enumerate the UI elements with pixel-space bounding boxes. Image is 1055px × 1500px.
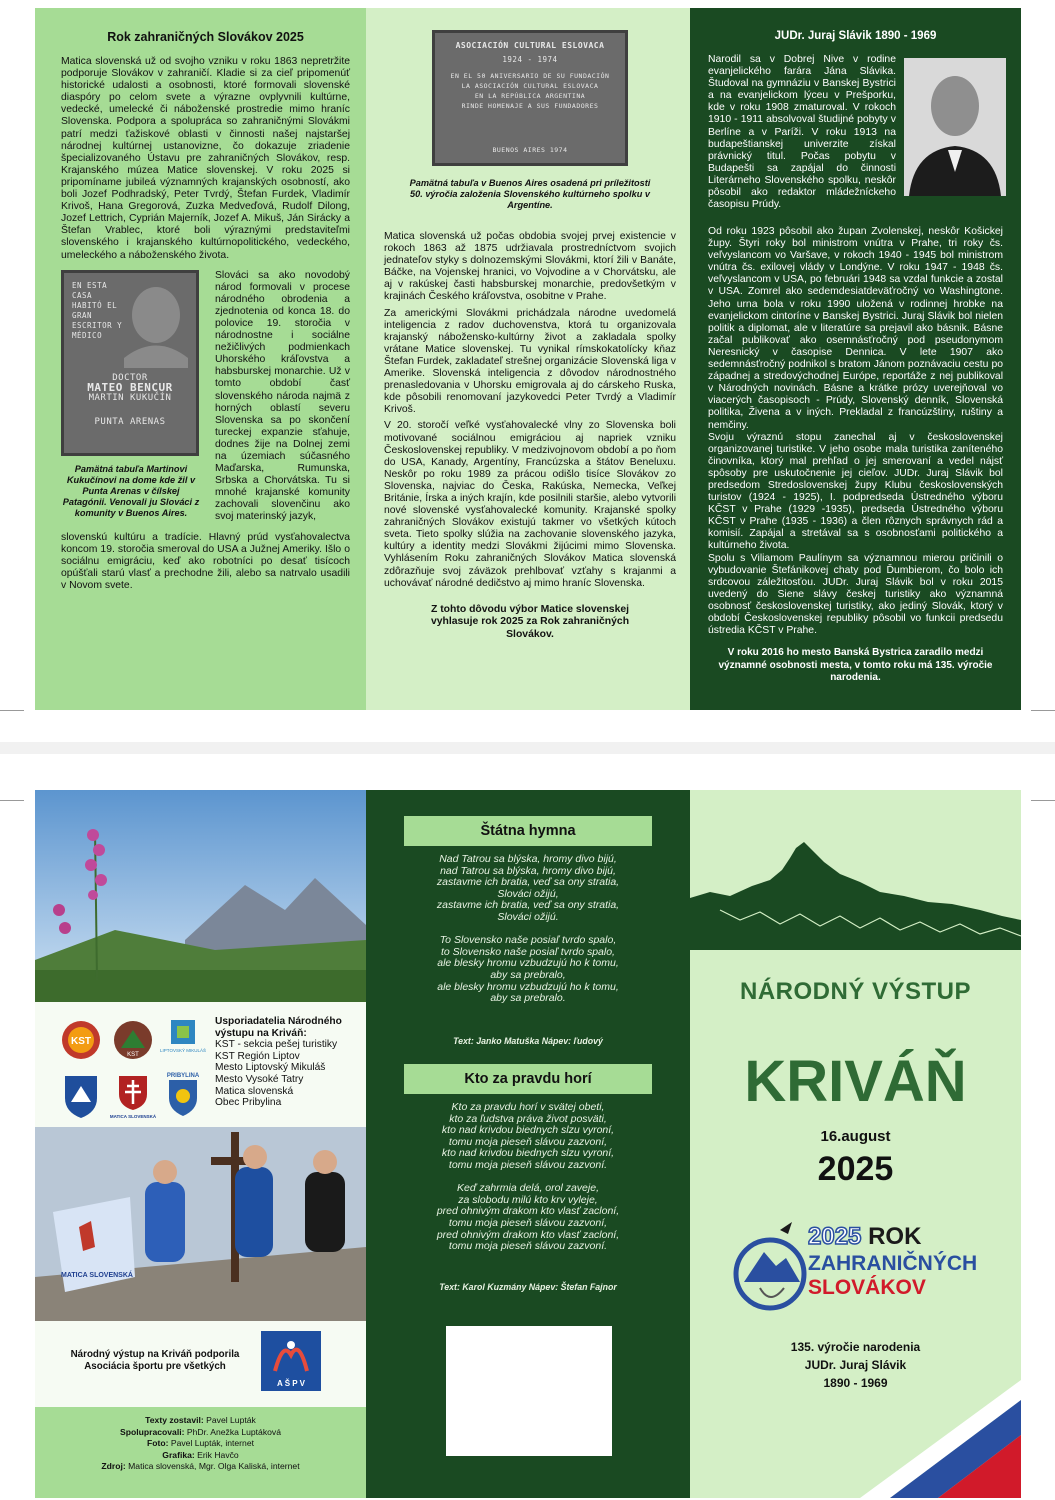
liptovsky-mikulas-logo [160,1020,206,1060]
side-text: Slováci sa ako novodobý národ formovali v procese národného obrodenia a zjednotenia od konca 18. do polovice 19. storočia v národnostne i sociálne nežičlivých podmienkach Uhorského kráľovstva a habsburskej monarchie. Už v tomto období časť slovenského národa najmä z horných oblastí severu Slovenska sa po skončení tureckej expanzie sťahuje, dodnes žije na Dolnej zemi na územiach súčasného Maďarska, Rumunska, Srbska a Chorvátska. Tu si mnohé krajanské komunity zachovali slovenčinu ako svoj materinský jazyk, [215,269,350,523]
paragraph: V 20. storočí veľké vysťahovalecké vlny zo Slovenska boli motivované sociálnou emigráciou aj napriek vzniku Československej republiky. V medzivojnovom období a po ňom do USA, Kanady, Argentíny, Francúzska a štátov Beneluxu. Neskôr po roku 1989 za prácou odišlo tisíce Slovákov zo Slovenska, najviac do Česka, Rakúska, Nemecka, Veľkej Británie, Írska a iných krajín, kde posilnili staršie, alebo vytvorili nové slovenské vysťahovalecké komunity. Krajanské spolky zahraničných Slovákov existujú takmer vo všetkých kútoch sveta. Tieto spolky slúžia na zachovanie slovenského jazyka, kultúry a identity medzi Slovákmi žijúcimi mimo Slovenska. Vyhlásením Roku zahraničných Slovákov Matica slovenská zdôrazňuje svoj záväzok prehlbovať vzťahy s krajanmi a uchovávať národné dedičstvo aj mimo hraníc Slovenska. [384,420,676,589]
mountain-landscape-photo [35,790,366,1002]
lyric-line: ale blesky hromu vzbudzujú ho k tomu, [437,957,619,970]
credit-value: Erik Havčo [197,1449,239,1460]
lyric-line: tomu moja pieseň slávou zazvoní. [448,1240,608,1253]
cut-mark [1031,710,1055,711]
lyric-line: aby sa prebralo. [490,992,566,1005]
panel-organizers [35,790,366,1498]
anthem-credit: Text: Janko Matuška Nápev: ľudový [453,1036,603,1046]
credit-value: Pavel Lupták [206,1415,256,1425]
bottom-text: slovenskú kultúru a tradície. Hlavný prúd vysťahovalectva koncom 19. storočia smeroval do USA a Južnej Ameriky. Išlo o sociálnu emigráciu, keď ako robotníci po desať tisícoch opúšťali starú vlasť a prechodne žili, alebo sa natrvalo usadili v Novom svete. [61,531,350,591]
slavik-portrait-photo [904,58,1006,196]
credit-line [35,1461,366,1473]
buenos-aires-plaque-photo [432,30,628,166]
credit-line [35,1438,366,1450]
plaque-line: PUNTA ARENAS [94,416,166,427]
plaque-line: MARTIN KUKUČÍN [88,392,172,403]
credit-label: Texty zostavil: [145,1415,204,1425]
lyric-line: za slobodu milú kto krv vyleje, [458,1193,598,1206]
credit-label: Zdroj: [101,1461,126,1472]
plaque-line: ASOCIACIÓN CULTURAL ESLOVACA [455,41,605,50]
kst-region-liptov-logo [113,1020,153,1060]
logo-label: KST [127,1052,139,1058]
plaque-line: EN ESTA CASA [72,280,108,300]
blank-stamp-box [446,1326,612,1456]
logo-line3: SLOVÁKOV [808,1276,926,1299]
plaque-line: EN EL 50 ANIVERSARIO DE SU FUNDACIÓN [450,72,610,80]
logo-year: 2025 [808,1223,862,1250]
plaque-section [61,270,350,532]
support-box [35,1321,366,1407]
anniversary-line: JUDr. Juraj Slávik [804,1358,907,1372]
plaque-line: MATEO BENCUR [87,380,173,394]
paragraph: Od roku 1923 pôsobil ako župan Zvolenskej, neskôr Košickej župy. Štyri roky bol ministrom vnútra v Prahe, tri roky čs. veľvyslancom vo Varšave, v rokoch 1940 - 1945 bol ministrom vnútra čs. exilovej vlády v Londýne. V roku 1947 - 1948 čs. veľvyslancom v USA, po februári 1948 sa vzdal funkcie a zostal v USA. Zomrel ako sedemdesiatdeväťročný vo Washingtone. Jeho urna bola v roku 1990 uložená v rodinnej hrobke na evanjelickom cintoríne v Banskej Bystrici. Juraj Slávik bol nielen politik a diplomat, ale v literatúre sa prejavil ako básnik. Básne začal publikovať ako osemnásťročný pod pseudonymom Neresnický v časopise Dennica. V lete 1907 ako sedemnásťročný podnikol s bratom Jánom poznávaciu cestu po západnej a stredovýchodnej Európe, reportáže z nej publikoval v Národných novinách. Básne a krátke prózy uverejňoval vo viacerých časopisoch - Prúdy, Slovenský denník, Slovenská politika, Živena a v iných. Prekladal z francúzštiny, ruštiny a nemčiny. [708,226,1003,431]
song-credit: Text: Karol Kuzmány Nápev: Štefan Fajnor [439,1282,617,1292]
lyric-line: Slováci ožijú, [497,887,559,900]
lyric-line: zastavme ich bratia, veď sa ony stratia, [436,876,620,889]
event-title: NÁRODNÝ VÝSTUP [739,978,972,1005]
tricolor-corner-icon [690,790,1021,1498]
summit-scene-icon [35,1127,366,1321]
closing-statement: Z tohto dôvodu výbor Matice slovenskej vyhlasuje rok 2025 za Rok zahraničných Slovákov. [430,603,630,640]
panel-title: Rok zahraničných Slovákov 2025 [107,30,304,44]
lyric-line: tomu moja pieseň slávou zazvoní, [448,1135,608,1148]
cut-mark [1031,800,1055,801]
plaque-line: ESCRITOR Y MÉDICO [72,320,123,340]
credit-value: PhDr. Anežka Luptáková [186,1426,281,1437]
logo-label: LIPTOVSKÝ MIKULÁŠ [160,1048,206,1053]
lyric-line: pred ohnivým drakom kto vlasť zacloní, [436,1228,620,1241]
kst-logo [61,1020,101,1060]
logo-rok: ROK [868,1223,922,1250]
lyric-line: kto za ľudstva práva život posväti, [449,1112,607,1125]
anthem-lyrics [386,854,670,1005]
credit-value: Matica slovenská, Mgr. Olga Kaliská, internet [128,1461,300,1472]
buenos-aires-plaque-caption: Pamätná tabuľa v Buenos Aires osadená pri príležitosti 50. výročia založenia Slovenského kultúrneho spolku v Argentíne. [409,178,651,210]
event-year: 2025 [817,1150,894,1188]
paragraph: Za americkými Slovákmi prichádzala národne uvedomelá inteligencia z radov duchovenstva, ktorá tu organizovala krajanský nábožensko-kultúrny život a zakladala spolky vrátane Matice slovenskej. Tu vynikal rímskokatolícky kňaz Štefan Furdek, zakladateľ strešnej organizácie Slovenská liga v Amerike. Slovenská inteligencia z dôvodov národnostného prenasledovania v Uhorsku emigrovala aj do cárskeho Ruska, kde pôsobili renomovaní jazykovedci Peter Tvrdý a Vladimír Krivoš. [384,307,676,416]
lyric-line: Kto za pravdu horí v svätej obeti, [451,1101,605,1113]
song-title: Kto za pravdu horí [404,1064,652,1094]
plaque-line: 1924 - 1974 [502,55,558,64]
pribylina-logo [163,1070,203,1110]
lyric-line: to Slovensko naše posiaľ tvrdo spalo, [441,945,615,958]
event-date: 16.august [820,1128,891,1145]
paragraph: Matica slovenská už počas obdobia svojej prvej existencie v rokoch 1863 až 1875 udržiavala prostredníctvom svojich jednateľov styky s dolnozemskými Slovákmi, ktorí žili v Banáte, Báčke, na Vojenskej hranici, vo Vojvodine a v Chorvátsku, ale aj v rakúskej časti habsburskej monarchie, predovšetkým v krajinách Českého kráľovstva, osobitne v Prahe. [384,231,676,303]
summit-group-photo [35,1127,366,1321]
credits [35,1407,366,1473]
plaque-line: DOCTOR [112,372,148,383]
lyric-line: Nad Tatrou sa blýska, hromy divo bijú, [439,853,617,865]
song-lyrics [386,1102,670,1253]
credit-value: Pavel Lupták, internet [170,1438,254,1449]
credit-label: Grafika: [162,1449,195,1460]
lyric-line: aby sa prebralo, [490,968,566,981]
panel-juraj-slavik [690,8,1021,710]
credit-label: Spolupracovali: [120,1426,185,1437]
organizer-item: Mesto Liptovský Mikuláš [215,1062,326,1074]
lyric-line: nad Tatrou sa blýska, hromy divo bijú, [440,864,616,877]
paragraph: Svoju výraznú stopu zanechal aj v československej organizovanej turistike. V jeho osobe mala turistika zaníteného činovníka, ktorý mal prehľad o jej smerovaní a vedel nájsť spôsoby pre uskutočnenie jej cieľov. JUDr. Juraj Slávik bol predsedom Stredoslovenskej župy Klubu československých turistov (1924 - 1925), I. podpredseda Ústredného výboru KČST v Prahe (1929 -1935), predseda Ústredného výboru KČST v Prahe (1935 - 1936) a člen rôznych správnych rád a komisií. Zapájal a stretával sa s osobnosťami politického a kultúrneho života. [708,431,1003,552]
cut-mark [0,710,24,711]
portrait-icon [904,58,1006,196]
bio-text [708,226,1003,637]
lyric-line: tomu moja pieseň slávou zazvoní, [448,1216,608,1229]
anniversary-line: 135. výročie narodenia [790,1340,921,1354]
organizers-box [35,1002,366,1127]
lyric-line: tomu moja pieseň slávou zazvoní. [448,1158,608,1171]
plaque-line: EN LA REPÚBLICA ARGENTINA [474,92,586,100]
cut-mark [0,800,24,801]
intro-text: Narodil sa v Dobrej Nive v rodine evanjelického farára Jána Slávika. Študoval na gymnáziu v Banskej Bystrici a na evanjelickom lýceu v Prešporku, kde v roku 1908 zmaturoval. V rokoch 1910 - 1911 absolvoval študijné pobyty v Berlíne a v Paríži. V roku 1913 na budapeštianskej univerzite získal právnický titul. Počas pobytu v Budapešti sa zapájal do činnosti Literárneho Slovenského spolku, neskôr pôsobil ako redaktor mládežníckeho časopisu Prúdy. [708,54,896,211]
organizer-item: Obec Pribylina [215,1097,282,1109]
lyric-line: kto nad krivdou biednych slzu vyroní, [441,1124,615,1137]
organizers-title: Usporiadatelia Národného výstupu na Kriváň: [215,1016,342,1039]
lyric-line: ale blesky hromu vzbudzujú ho k tomu, [437,980,619,993]
lyric-line: kto nad krivdou biednych slzu vyroní, [441,1147,615,1160]
panel-cover [690,790,1021,1498]
lyric-line: To Slovensko naše posiaľ tvrdo spalo, [439,934,617,947]
vysoke-tatry-logo [61,1074,101,1114]
organizer-item: KST - sekcia pešej turistiky [215,1039,338,1051]
page-gap [0,742,1055,754]
plaque-line: RINDE HOMENAJE A SUS FUNDADORES [461,102,599,110]
matica-slovenska-logo [109,1074,157,1119]
credit-label: Foto: [146,1438,169,1449]
history-text [384,231,676,590]
aspv-logo [261,1331,321,1391]
credit-line [35,1427,366,1439]
logo-label: MATICA SLOVENSKÁ [109,1114,157,1119]
credit-line [35,1415,366,1427]
kukucin-plaque-figure [61,270,201,519]
plaque-line: HABITÓ EL GRAN [72,300,118,320]
lyric-line: Keď zahrmia delá, orol zaveje, [457,1182,599,1195]
panel-anthems [366,790,690,1498]
organizers-list [215,1016,365,1109]
logo-label: KST [71,1036,91,1047]
aspv-label: A Š P V [276,1379,306,1388]
organizer-item: Mesto Vysoké Tatry [215,1073,304,1085]
lyric-line: pred ohnivým drakom kto vlasť zacloní, [436,1205,620,1218]
mountain-name: KRIVÁŇ [744,1049,967,1114]
lyric-line: Slováci ožijú. [497,910,559,923]
logo-label: PRIBYLINA [166,1073,200,1079]
credit-line [35,1450,366,1462]
panel-matica-history [366,8,690,710]
logo-line2: ZAHRANIČNÝCH [808,1252,978,1275]
lyric-line: zastavme ich bratia, veď sa ony stratia, [436,899,620,912]
landscape-icon [35,790,366,1002]
organizer-item: Matica slovenská [215,1085,294,1097]
plaque-line: LA ASOCIACIÓN CULTURAL ESLOVACA [461,82,599,90]
bio-intro-section [708,54,1003,226]
panel-year-of-slovaks-abroad [35,8,366,710]
closing-statement: V roku 2016 ho mesto Banská Bystrica zaradilo medzi významné osobnosti mesta, v tomto roku má 135. výročie narodenia. [718,647,993,684]
plaque-line: BUENOS AIRES 1974 [492,146,568,154]
support-text: Národný výstup na Kriváň podporila Asociácia športu pre všetkých [70,1349,240,1372]
panel-title: JUDr. Juraj Slávik 1890 - 1969 [774,30,937,42]
anthem-title: Štátna hymna [404,816,652,846]
intro-text: Matica slovenská už od svojho vzniku v roku 1863 nepretržite podporuje Slovákov v zahraničí. Kladie si za cieľ pripomenúť historické udalosti a osobnosti, ktoré formovali slovenské diaspóry po celom svete a výrazne ovplyvnili kultúrne, vedecké, umelecké či náboženské prostredie mimo hraníc Slovenska. Podpora a spolupráca so zahraničnými Slovákmi patrí medzi ťažiskové oblasti v činnosti našej najstaršej národnej kultúrnej ustanovizne, čo dokazuje zriadenie špecializovaného Ústavu pre zahraničných Slovákov, resp. Krajanského múzea Matice slovenskej. V roku 2025 si pripomíname jubileá významných krajanských osobností, ako boli Jozef Podhradský, Peter Tvrdý, Štefan Furdek, Vladimír Krivoš, Hana Gregorová, Zuzka Medveďová, Rudolf Dilong, Jozef Lettrich, Cyprián Majerník, Jozef A. Mikuš, Ján Sirácky a Štefan Vrablec, ktoré boli výraznými predstaviteľmi slovenského i krajanského kultúrnopolitického, vedeckého, umeleckého a náboženského života. [61,56,350,261]
paragraph: Spolu s Viliamom Paulínym sa významnou mierou pričinili o vybudovanie Štefánikovej chaty pod Ďumbierom, čo bolo ich srdcovou záležitosťou. JUDr. Juraj Slávik bol v roku 2015 uvedený do Siene slávy českej turistiky ako významná osobnosť československej turistiky, ako jediný Slovák, ktorý v období Československej republiky pôsobil vo funkcii predsedu ústredia KČST v Prahe. [708,552,1003,637]
anniversary-line: 1890 - 1969 [823,1376,888,1390]
kukucin-plaque-photo [61,270,199,456]
organizer-item: KST Región Liptov [215,1050,300,1062]
kukucin-plaque-caption: Pamätná tabuľa Martinovi Kukučínovi na dome kde žil v Punta Arenas v čílskej Patagónii. Venovali ju Slováci z komunity v Buenos Aires. [62,463,200,518]
flag-text: MATICA SLOVENSKÁ [61,1272,133,1279]
